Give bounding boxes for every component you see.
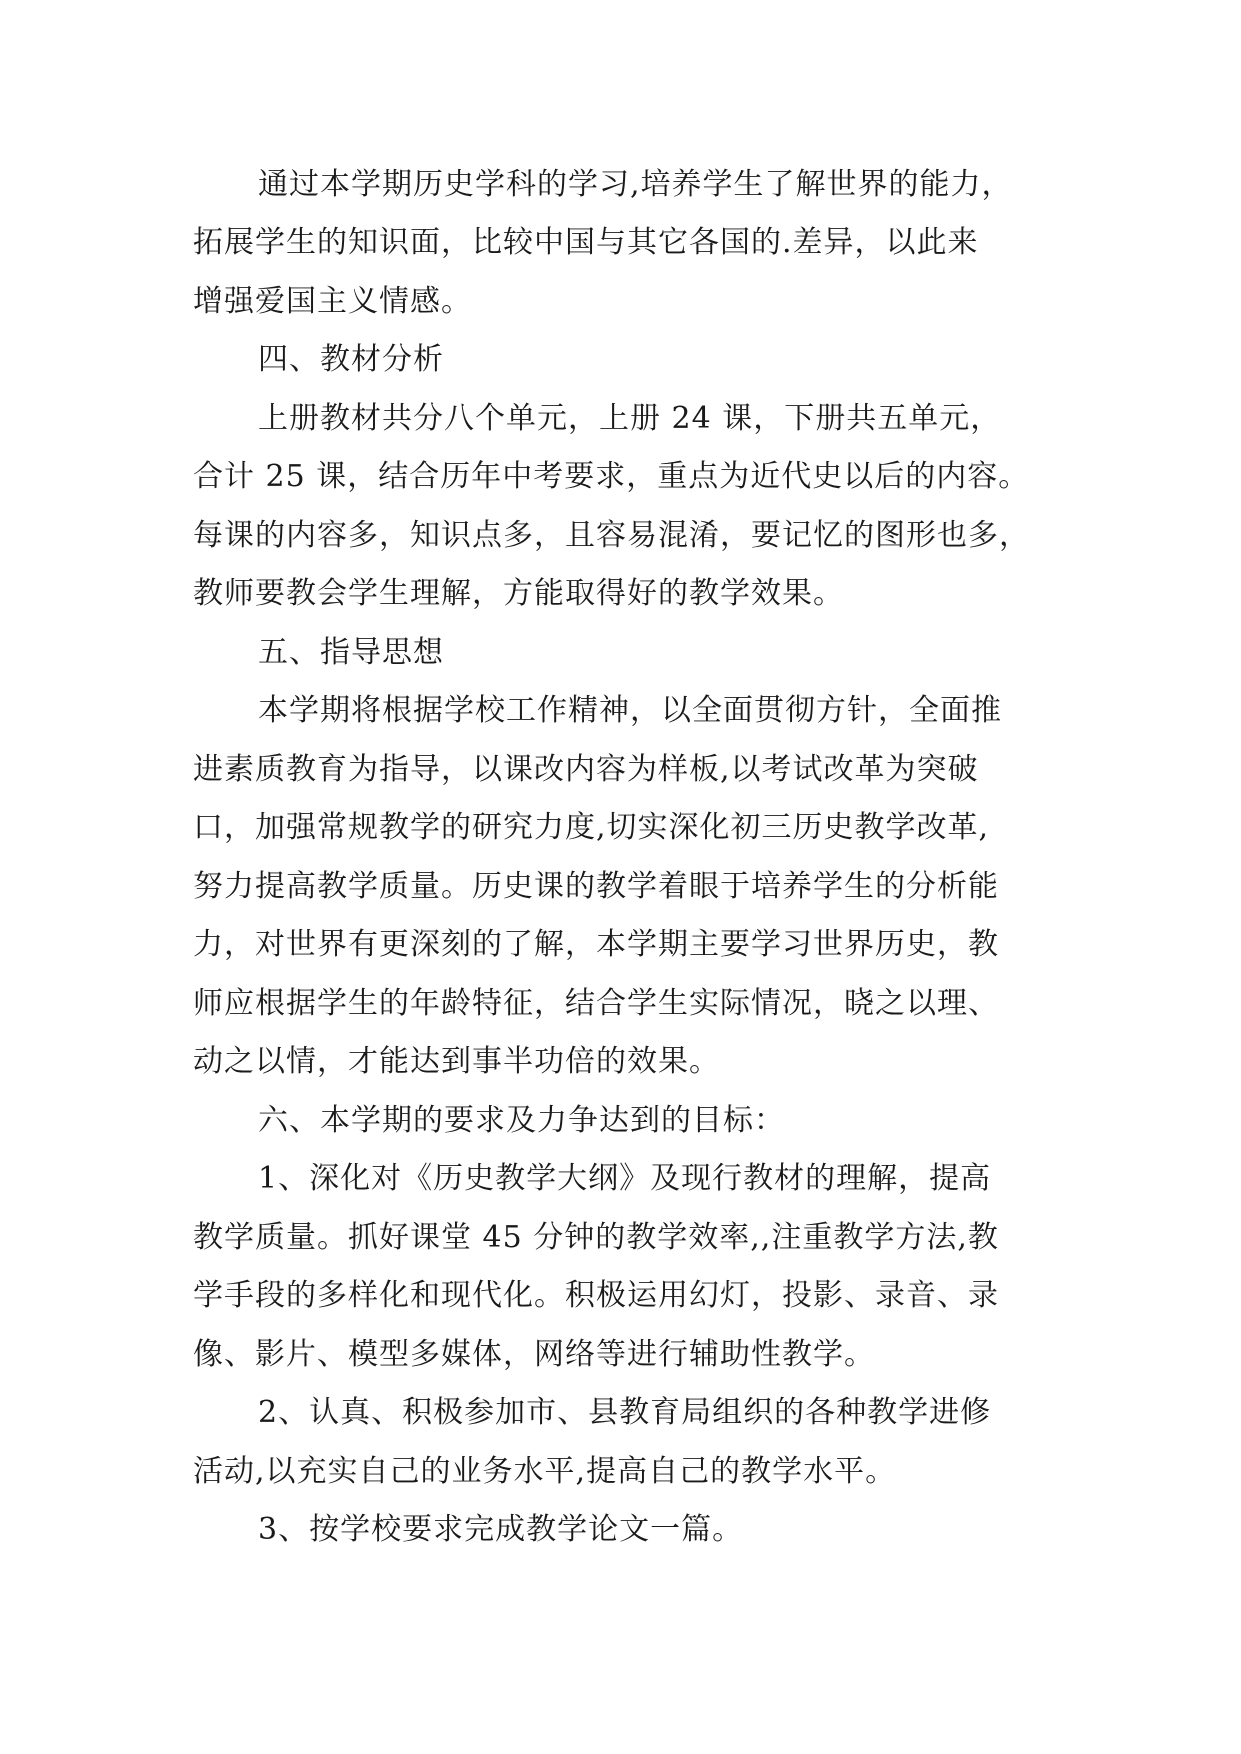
paragraph-guidance-line-3: 口，加强常规教学的研究力度,切实深化初三历史教学改革, (193, 810, 990, 845)
goal-2-line-1: 2、认真、积极参加市、县教育局组织的各种教学进修 (258, 1395, 992, 1430)
goal-2-line-2: 活动,以充实自己的业务水平,提高自己的教学水平。 (193, 1454, 897, 1489)
paragraph-intro-line-1: 通过本学期历史学科的学习,培养学生了解世界的能力， (258, 167, 1013, 202)
section-heading-guiding-ideology: 五、指导思想 (258, 635, 444, 670)
paragraph-guidance-line-6: 师应根据学生的年龄特征，结合学生实际情况，晓之以理、 (193, 986, 999, 1021)
paragraph-analysis-line-4: 教师要教会学生理解，方能取得好的教学效果。 (193, 576, 844, 611)
goal-3-line-1: 3、按学校要求完成教学论文一篇。 (258, 1512, 744, 1547)
section-heading-goals: 六、本学期的要求及力争达到的目标： (258, 1103, 785, 1138)
goal-1-line-4: 像、影片、模型多媒体，网络等进行辅助性教学。 (193, 1337, 875, 1372)
paragraph-guidance-line-1: 本学期将根据学校工作精神，以全面贯彻方针，全面推 (258, 693, 1002, 728)
paragraph-analysis-line-1: 上册教材共分八个单元，上册 24 课，下册共五单元， (258, 401, 1002, 436)
goal-1-line-3: 学手段的多样化和现代化。积极运用幻灯，投影、录音、录 (193, 1278, 999, 1313)
paragraph-guidance-line-7: 动之以情，才能达到事半功倍的效果。 (193, 1044, 720, 1079)
paragraph-analysis-line-2: 合计 25 课，结合历年中考要求，重点为近代史以后的内容。 (193, 459, 1030, 494)
paragraph-guidance-line-4: 努力提高教学质量。历史课的教学着眼于培养学生的分析能 (193, 869, 999, 904)
paragraph-intro-line-2: 拓展学生的知识面，比较中国与其它各国的.差异，以此来 (193, 225, 979, 260)
section-heading-textbook-analysis: 四、教材分析 (258, 342, 444, 377)
paragraph-guidance-line-5: 力，对世界有更深刻的了解，本学期主要学习世界历史，教 (193, 927, 999, 962)
paragraph-intro-line-3: 增强爱国主义情感。 (193, 284, 472, 319)
paragraph-analysis-line-3: 每课的内容多，知识点多，且容易混淆，要记忆的图形也多， (193, 518, 1030, 553)
paragraph-guidance-line-2: 进素质教育为指导，以课改内容为样板,以考试改革为突破 (193, 752, 979, 787)
goal-1-line-1: 1、深化对《历史教学大纲》及现行教材的理解，提高 (258, 1161, 992, 1196)
goal-1-line-2: 教学质量。抓好课堂 45 分钟的教学效率,,注重教学方法,教 (193, 1220, 999, 1255)
